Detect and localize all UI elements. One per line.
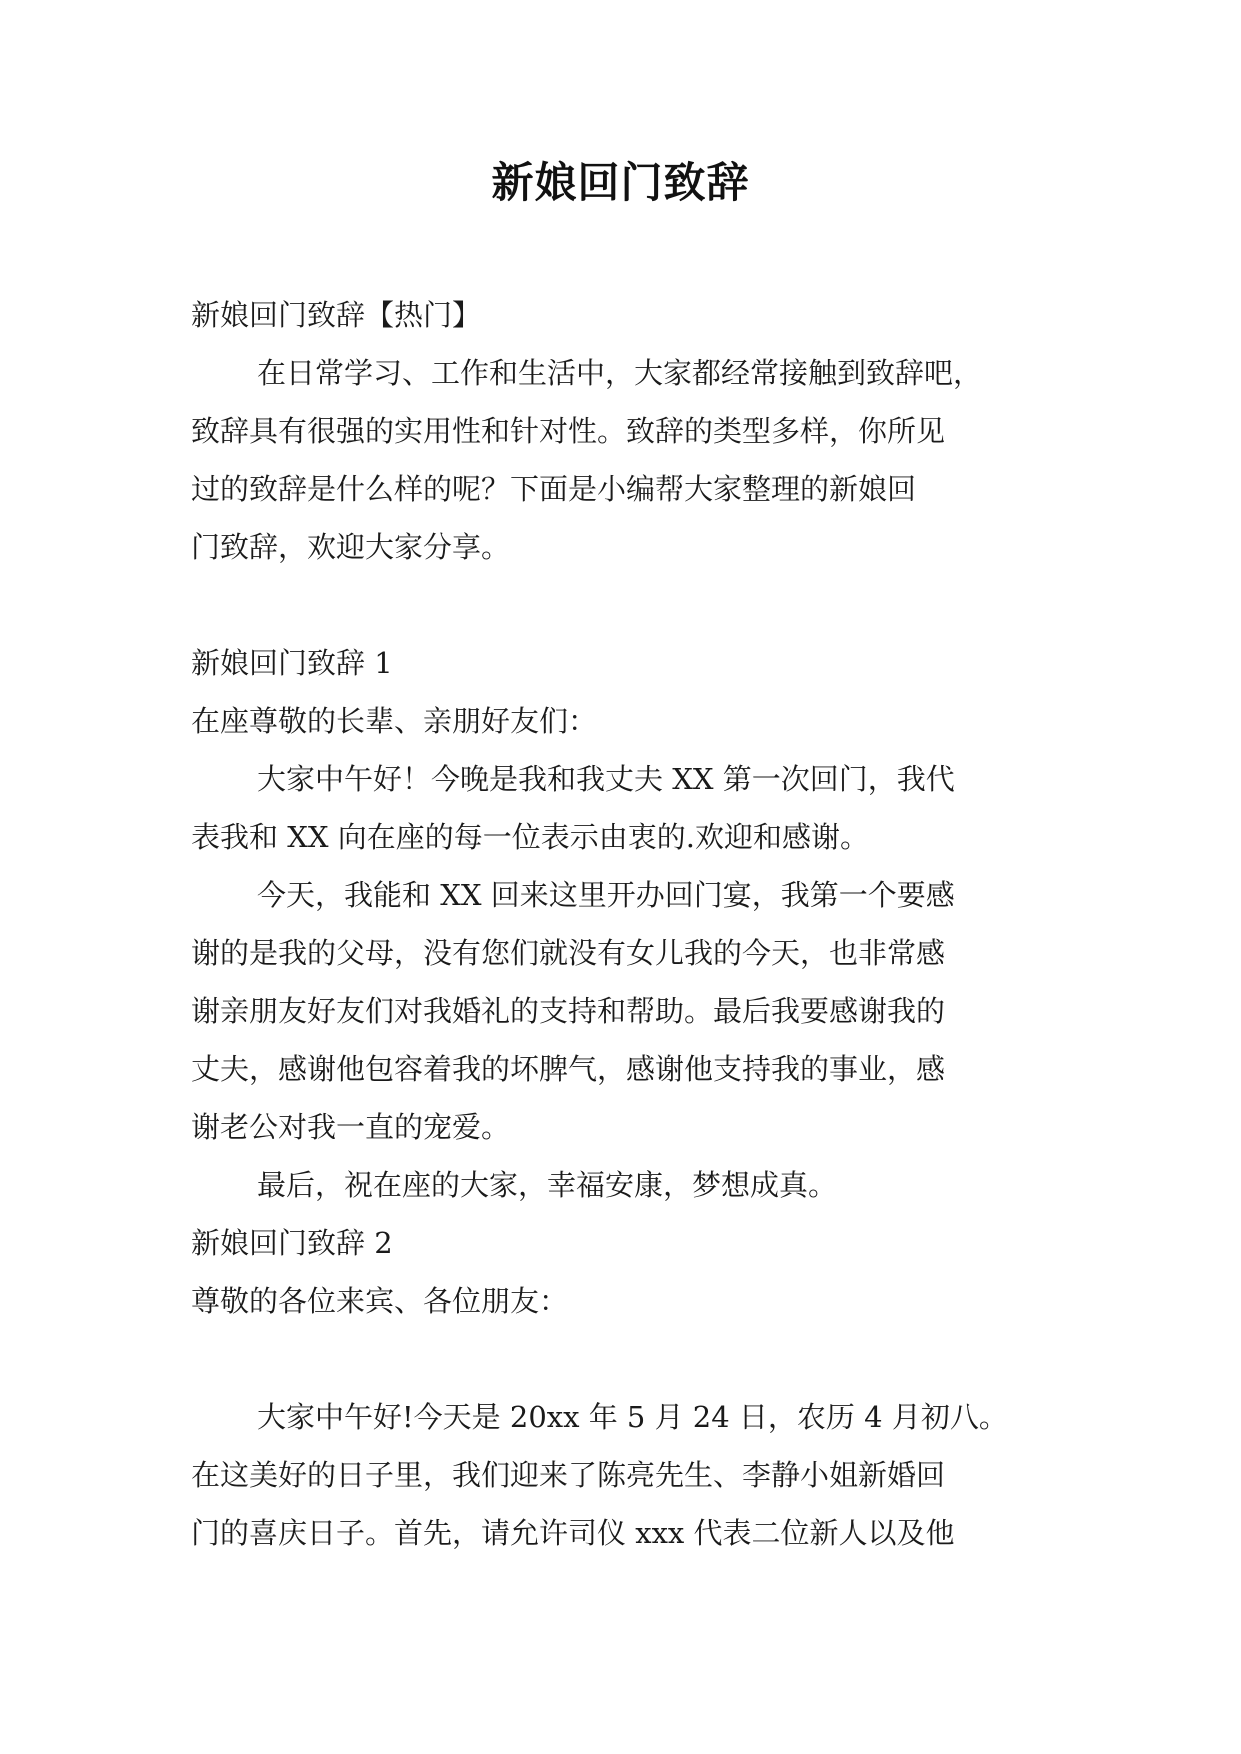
blank-line bbox=[191, 1330, 1071, 1388]
paragraph-line: 大家中午好!今天是 20xx 年 5 月 24 日，农历 4 月初八。 bbox=[257, 1400, 1008, 1434]
paragraph-line: 过的致辞是什么样的呢？下面是小编帮大家整理的新娘回 bbox=[191, 472, 917, 506]
paragraph-line: 最后，祝在座的大家，幸福安康，梦想成真。 bbox=[257, 1168, 838, 1202]
salutation-line: 尊敬的各位来宾、各位朋友： bbox=[191, 1284, 569, 1318]
paragraph-line: 丈夫，感谢他包容着我的坏脾气，感谢他支持我的事业，感 bbox=[191, 1052, 946, 1086]
paragraph-line: 门的喜庆日子。首先，请允许司仪 xxx 代表二位新人以及他 bbox=[191, 1516, 955, 1550]
paragraph-line: 致辞具有很强的实用性和针对性。致辞的类型多样，你所见 bbox=[191, 414, 946, 448]
section-heading-1: 新娘回门致辞 1 bbox=[191, 646, 393, 680]
document-body bbox=[191, 286, 1071, 1562]
paragraph-line: 谢的是我的父母，没有您们就没有女儿我的今天，也非常感 bbox=[191, 936, 946, 970]
blank-line bbox=[191, 576, 1071, 634]
paragraph-line: 今天，我能和 XX 回来这里开办回门宴，我第一个要感 bbox=[257, 878, 955, 912]
section-heading-intro: 新娘回门致辞【热门】 bbox=[191, 298, 482, 332]
paragraph-line: 大家中午好！今晚是我和我丈夫 XX 第一次回门，我代 bbox=[257, 762, 955, 796]
paragraph-line: 谢老公对我一直的宠爱。 bbox=[191, 1110, 511, 1144]
paragraph-line: 表我和 XX 向在座的每一位表示由衷的.欢迎和感谢。 bbox=[191, 820, 869, 854]
paragraph-line: 谢亲朋友好友们对我婚礼的支持和帮助。最后我要感谢我的 bbox=[191, 994, 946, 1028]
paragraph-line: 在这美好的日子里，我们迎来了陈亮先生、李静小姐新婚回 bbox=[191, 1458, 946, 1492]
section-heading-2: 新娘回门致辞 2 bbox=[191, 1226, 393, 1260]
document-title: 新娘回门致辞 bbox=[491, 158, 750, 207]
salutation-line: 在座尊敬的长辈、亲朋好友们： bbox=[191, 704, 598, 738]
paragraph-line: 门致辞，欢迎大家分享。 bbox=[191, 530, 511, 564]
paragraph-line: 在日常学习、工作和生活中，大家都经常接触到致辞吧， bbox=[257, 356, 983, 390]
